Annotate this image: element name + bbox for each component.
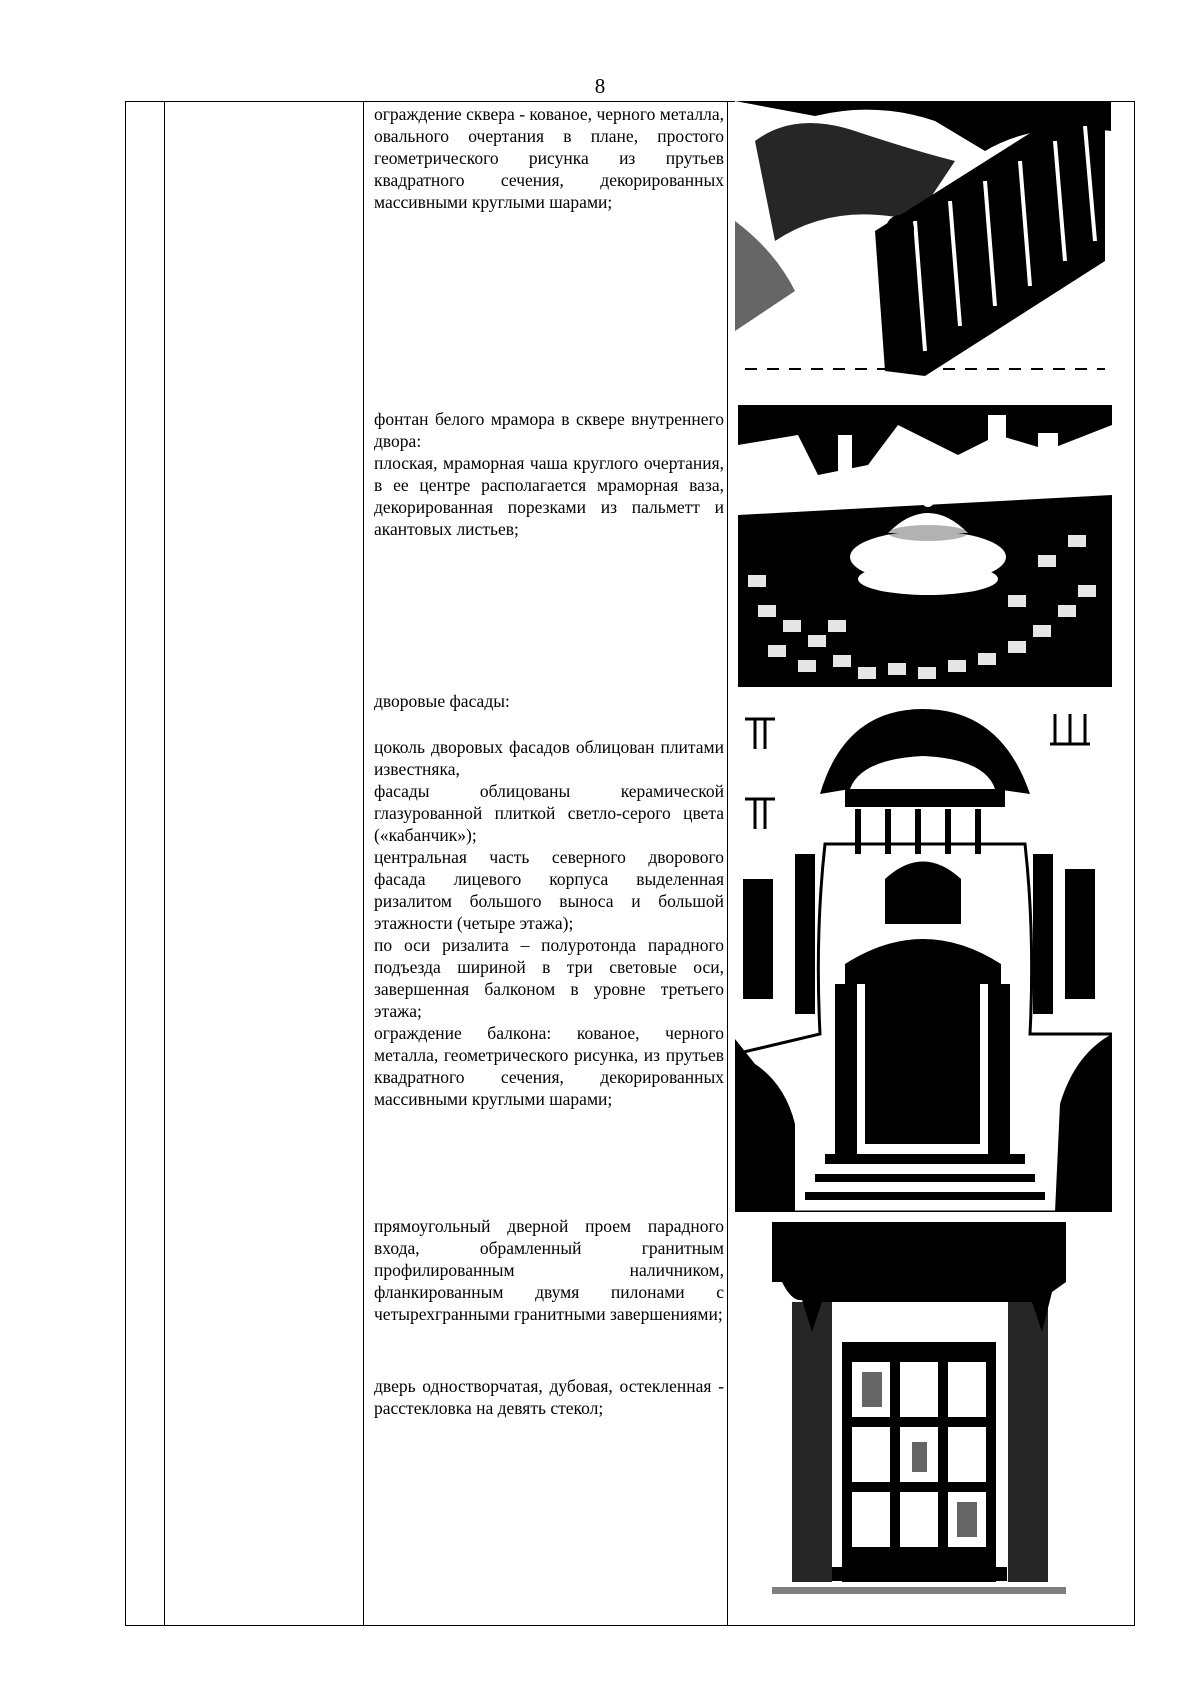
fountain-photo <box>738 405 1112 687</box>
courtyard-facades-heading: дворовые фасады: <box>374 691 510 711</box>
page-number: 8 <box>594 74 606 98</box>
fountain-description: фонтан белого мрамора в сквере внутреннего двора: плоская, мраморная чаша круглого очертания, в ее центре располагается мраморная ваза, декорированная порезками из пальметт и акантовых листьев; <box>374 409 724 539</box>
facades-description: цоколь дворовых фасадов облицован плитами известняка, фасады облицованы керамической глазурованной плиткой светло-серого цвета («кабанчик»); центральная часть северного дворового фасада лицевого корпуса выделенная ризалитом большого выноса и большой этажности (четыре этажа); по оси ризалита – полуротонда парадного подъезда шириной в три световые оси, завершенная балконом в уровне третьего этажа; ограждение балкона: кованое, черного металла, геометрического рисунка, из прутьев квадратного сечения, декорированных массивными круглыми шарами; <box>374 737 724 1109</box>
rotunda-entrance-photo <box>735 704 1112 1212</box>
column-divider-1 <box>164 102 165 1625</box>
fence-photo <box>735 101 1111 379</box>
door-description: дверь одностворчатая, дубовая, остекленная - расстекловка на девять стекол; <box>374 1376 724 1418</box>
fence-description: ограждение сквера - кованое, черного металла, овального очертания в плане, простого геометрического рисунка из прутьев квадратного сечения, декорированных массивными круглыми шарами; <box>374 104 724 212</box>
door-photo <box>772 1222 1066 1602</box>
column-divider-2 <box>363 102 364 1625</box>
column-divider-3 <box>727 102 728 1625</box>
doorway-description: прямоугольный дверной проем парадного входа, обрамленный гранитным профилированным наличником, фланкированным двумя пилонами с четырехгранными гранитными завершениями; <box>374 1216 724 1324</box>
